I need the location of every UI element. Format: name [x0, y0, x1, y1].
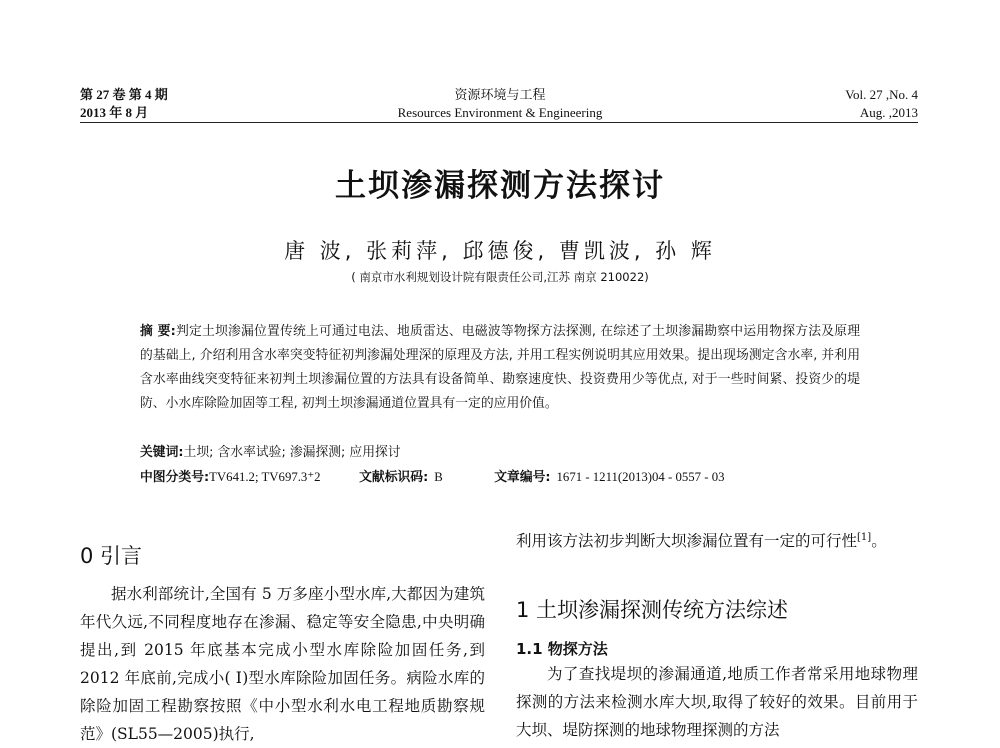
article-value: 1671 - 1211(2013)04 - 0557 - 03 [556, 470, 725, 484]
clc-label: 中图分类号: [140, 470, 210, 485]
journal-title-cn: 资源环境与工程 [454, 87, 546, 102]
abstract [140, 320, 860, 416]
volume-issue-cn: 第 27 卷 第 4 期 [80, 87, 168, 102]
citation-ref: [1] [857, 532, 872, 543]
continued-end: 。 [871, 532, 887, 551]
keywords-label: 关键词: [140, 445, 184, 460]
introduction-paragraph: 据水利部统计,全国有 5 万多座小型水库,大都因为建筑年代久远,不同程度地存在渗漏、稳定等安全隐患,中央明确提出,到 2015 年底基本完成小型水库除险加固任务,到 2012 年底前,完成小( Ⅰ)型水库除险加固任务。病险水库的除险加固工程勘察按照《中小型水利水电工程地质勘察规范》(SL55—2005)执行, [80, 585, 485, 743]
affiliation: ( 南京市水利规划设计院有限责任公司,江苏 南京 210022) [351, 270, 649, 284]
date-cn: 2013 年 8 月 [80, 105, 149, 120]
section-1-heading: 1 土坝渗漏探测传统方法综述 [516, 598, 789, 622]
journal-title-en: Resources Environment & Engineering [397, 105, 603, 120]
doc-label: 文献标识码: [359, 470, 429, 485]
date-en: Aug. ,2013 [859, 105, 918, 120]
clc-value: TV641.2; TV697.3⁺2 [209, 470, 321, 484]
paper-title: 土坝渗漏探测方法探讨 [335, 168, 665, 204]
section-0-heading: 0 引言 [80, 544, 143, 568]
keywords [140, 441, 860, 465]
article-label: 文章编号: [494, 470, 551, 485]
continued-paragraph [516, 524, 918, 555]
methods-paragraph: 为了查找堤坝的渗漏通道,地质工作者常采用地球物理探测的方法来检测水库大坝,取得了较好的效果。目前用于大坝、堤防探测的地球物理探测的方法 [516, 665, 918, 739]
doc-value: B [434, 470, 443, 484]
volume-issue-en: Vol. 27 ,No. 4 [845, 87, 918, 102]
section-1-1-heading: 1.1 物探方法 [516, 640, 608, 658]
authors: 唐 波, 张莉萍, 邱德俊, 曹凯波, 孙 辉 [284, 239, 716, 263]
keywords-text: 土坝; 含水率试验; 渗漏探测; 应用探讨 [183, 445, 401, 460]
abstract-label: 摘 要: [140, 324, 176, 339]
abstract-text: 判定土坝渗漏位置传统上可通过电法、地质雷达、电磁波等物探方法探测, 在综述了土坝渗漏勘察中运用物探方法及原理的基础上, 介绍利用含水率突变特征初判渗漏处理深的原理及方法, 并用工程实例说明其应用效果。提出现场测定含水率, 并利用含水率曲线突变特征来初判土坝渗漏位置的方法具有设备简单、勘察速度快、投资费用少等优点, 对于一些时间紧、投资少的堤防、小水库除险加固等工程, 初判土坝渗漏通道位置具有一定的应用价值。 [140, 324, 861, 411]
header-rule [80, 122, 918, 123]
classification-line [140, 465, 860, 490]
continued-text: 利用该方法初步判断大坝渗漏位置有一定的可行性 [516, 532, 858, 551]
